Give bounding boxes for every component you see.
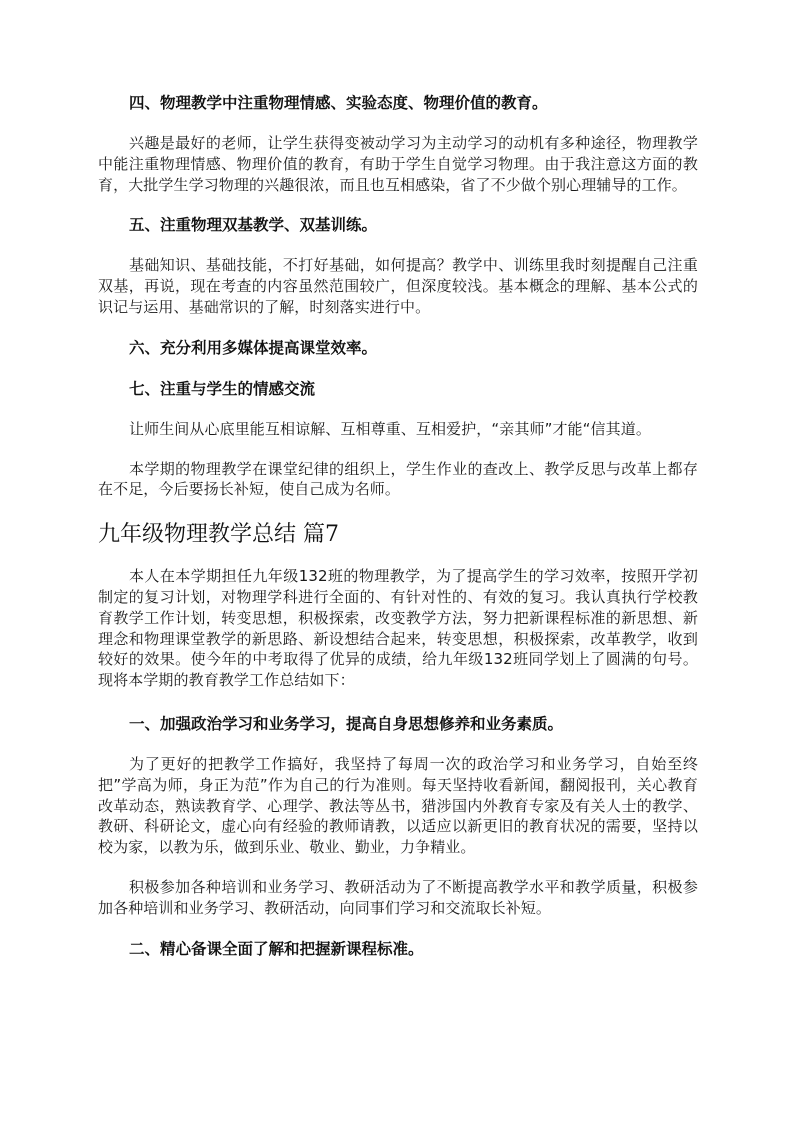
section-heading-4: 四、物理教学中注重物理情感、实验态度、物理价值的教育。 xyxy=(129,94,548,112)
article-title: 九年级物理教学总结 篇7 xyxy=(98,522,339,548)
paragraph-intro: 本人在本学期担任九年级132班的物理教学，为了提高学生的学习效率，按照开学初制定的复习计划，对物理学科进行全面的、有针对性的、有效的复习。我认真执行学校教育教学工作计划，转变思想，积极探索，改变教学方法，努力把新课程标准的新思想、新理念和物理课堂教学的新思路、新设想结合起来，转变思想，积极探索，改革教学，收到较好的效果。使今年的中考取得了优异的成绩，给九年级132班同学划上了圆满的句号。现将本学期的教育教学工作总结如下： xyxy=(98,567,698,690)
paragraph-basics: 基础知识、基础技能，不打好基础，如何提高？教学中、训练里我时刻提醒自己注重双基，再说，现在考查的内容虽然范围较广，但深度较浅。基本概念的理解、基本公式的识记与运用、基础常识的了解，时刻落实进行中。 xyxy=(98,256,698,316)
section-heading-5: 五、注重物理双基教学、双基训练。 xyxy=(129,216,378,235)
paragraph-interest: 兴趣是最好的老师，让学生获得变被动学习为主动学习的动机有多种途径，物理教学 中能注重物理情感、物理价值的教育，有助于学生自觉学习物理。由于我注意这方面的教育，大批学生学习物理的兴趣很浓，而且也互相感染，省了不少做个别心理辅导的工作。 xyxy=(98,134,698,194)
paragraph-training: 积极参加各种培训和业务学习、教研活动为了不断提高教学水平和教学质量，积极参加各种培训和业务学习、教研活动，向同事们学习和交流取长补短。 xyxy=(98,877,698,917)
paragraph-study: 为了更好的把教学工作搞好，我坚持了每周一次的政治学习和业务学习，自始至终把”学高为师，身正为范”作为自己的行为准则。每天坚持收看新闻，翻阅报刊，关心教育改革动态，熟读教育学、心理学、教法等丛书，猎涉国内外教育专家及有关人士的教学、教研、科研论文，虚心向有经验的教师请教，以适应以新更旧的教育状况的需要，坚持以校为家，以教为乐，做到乐业、敬业、勤业，力争精业。 xyxy=(98,754,698,857)
section-heading-1: 一、加强政治学习和业务学习，提高自身思想修养和业务素质。 xyxy=(129,714,564,733)
section-heading-6: 六、充分利用多媒体提高课堂效率。 xyxy=(129,338,378,357)
document-page xyxy=(98,92,698,979)
paragraph-reflection: 本学期的物理教学在课堂纪律的组织上，学生作业的查改上、教学反思与改革上都存在不足，今后要扬长补短，使自己成为名师。 xyxy=(98,459,698,499)
section-heading-7: 七、注重与学生的情感交流 xyxy=(129,379,316,398)
paragraph-emotion: 让师生间从心底里能互相谅解、互相尊重、互相爱护，“亲其师”才能“信其道。 xyxy=(129,419,651,438)
section-heading-2: 二、精心备课全面了解和把握新课程标准。 xyxy=(129,939,424,958)
